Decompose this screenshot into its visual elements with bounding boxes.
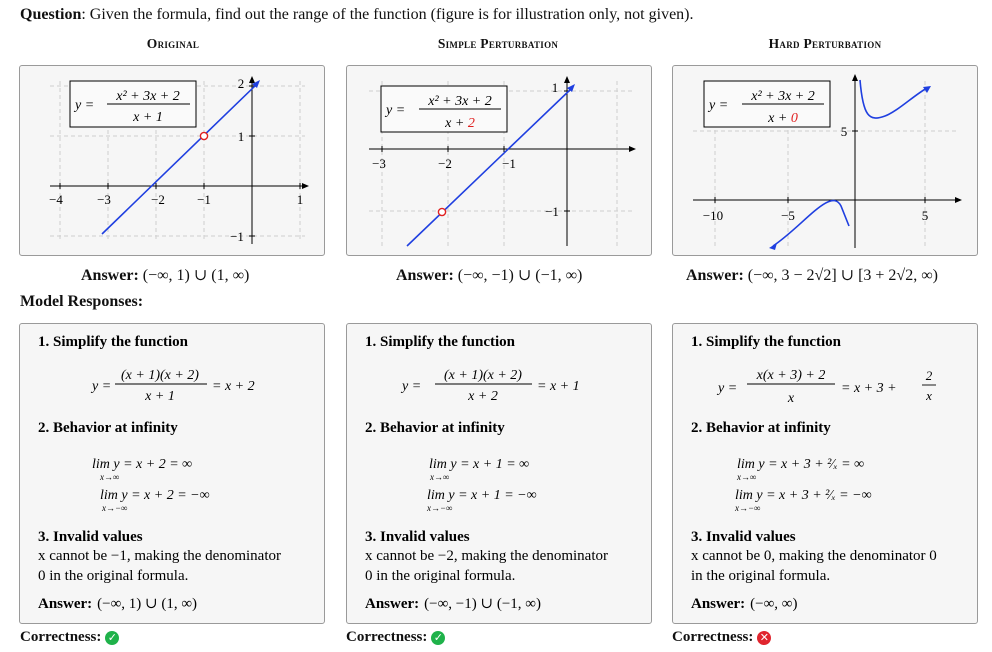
svg-text:0 in the original formula.: 0 in the original formula.: [365, 568, 516, 584]
correctness-simple: Correctness: ✓: [346, 629, 445, 646]
y-tick: 5: [840, 124, 848, 139]
curve-right-branch: [860, 80, 927, 118]
question-label: Question: [20, 6, 82, 23]
formula-box: [70, 81, 196, 127]
svg-text:x→∞: x→∞: [430, 472, 450, 482]
svg-text:x(x + 3) + 2: x(x + 3) + 2: [756, 368, 826, 383]
svg-text:= x + 2: = x + 2: [212, 379, 255, 394]
svg-text:x→−∞: x→−∞: [102, 503, 128, 513]
svg-text:y =: y =: [718, 381, 738, 396]
cross-icon: ✕: [757, 631, 771, 645]
correctness-original: Correctness: ✓: [20, 629, 119, 646]
x-tick: −3: [372, 156, 386, 171]
svg-text:x cannot be 0, making the deno: x cannot be 0, making the denominator 0: [691, 548, 937, 564]
step-heading: 2. Behavior at infinity: [365, 420, 505, 436]
answer-original: Answer: (−∞, 1) ∪ (1, ∞): [81, 267, 250, 284]
answer-simple: Answer: (−∞, −1) ∪ (−1, ∞): [396, 267, 583, 284]
svg-text:x: x: [787, 391, 795, 406]
x-tick: −2: [151, 192, 165, 207]
response-simple: [346, 323, 652, 624]
x-tick: −1: [502, 156, 516, 171]
x-tick: −10: [702, 208, 724, 223]
x-tick: −5: [781, 208, 795, 223]
step-heading: 3. Invalid values: [38, 529, 143, 545]
svg-text:x→∞: x→∞: [100, 472, 120, 482]
svg-text:Answer:(−∞, −1) ∪ (−1, ∞): Answer: (−∞, −1) ∪ (−1, ∞): [365, 596, 541, 612]
answer-hard: Answer: (−∞, 3 − 2√2] ∪ [3 + 2√2, ∞): [686, 267, 938, 284]
step-heading: 2. Behavior at infinity: [38, 420, 178, 436]
svg-text:Answer:(−∞, 1) ∪ (1, ∞): Answer: (−∞, 1) ∪ (1, ∞): [38, 596, 198, 612]
svg-text:0 in the original formula.: 0 in the original formula.: [38, 568, 189, 584]
step-heading: 1. Simplify the function: [38, 334, 189, 350]
svg-text:x + 0: x + 0: [768, 111, 798, 126]
svg-text:= x + 1: = x + 1: [537, 379, 580, 394]
formula-box: [381, 86, 507, 132]
svg-text:in the original formula.: in the original formula.: [691, 568, 831, 584]
correctness-hard: Correctness: ✕: [672, 629, 771, 646]
step-heading: 2. Behavior at infinity: [691, 420, 831, 436]
svg-text:lim y = x + 2 = ∞: lim y = x + 2 = ∞: [92, 457, 193, 472]
svg-text:x + 1: x + 1: [133, 110, 163, 125]
step-heading: 3. Invalid values: [691, 529, 796, 545]
x-tick: 1: [296, 192, 304, 207]
svg-text:y =: y =: [709, 98, 729, 113]
question: Question: Given the formula, find out the range of the function (figure is for illustration only, not given).: [20, 6, 694, 23]
y-tick: −1: [230, 229, 244, 244]
x-tick: −2: [438, 156, 452, 171]
col-title-original: Original: [146, 36, 200, 51]
svg-text:Answer:(−∞, ∞): Answer: (−∞, ∞): [691, 596, 798, 612]
plot-hard: [672, 65, 978, 256]
step-heading: 3. Invalid values: [365, 529, 470, 545]
svg-text:2: 2: [925, 368, 933, 383]
svg-text:x cannot be −2, making the den: x cannot be −2, making the denominator: [365, 548, 608, 564]
svg-text:x + 1: x + 1: [145, 389, 175, 404]
svg-text:x→−∞: x→−∞: [735, 503, 761, 513]
svg-text:lim y = x + 2 = −∞: lim y = x + 2 = −∞: [100, 488, 210, 503]
svg-text:lim y = x + 3 + ²⁄ₓ = ∞: lim y = x + 3 + ²⁄ₓ = ∞: [737, 457, 865, 472]
svg-text:x + 2: x + 2: [468, 389, 498, 404]
svg-text:y =: y =: [92, 379, 112, 394]
svg-text:x² + 3x + 2: x² + 3x + 2: [751, 89, 815, 104]
svg-text:y =: y =: [402, 379, 422, 394]
plot-simple: [346, 65, 652, 256]
formula-box: [704, 81, 830, 127]
x-tick: −3: [97, 192, 111, 207]
question-text: Given the formula, find out the range of the function (figure is for illustration only, not given).: [89, 6, 694, 23]
col-title-simple: Simple Perturbation: [437, 36, 559, 51]
svg-text:lim y = x + 1 = −∞: lim y = x + 1 = −∞: [427, 488, 537, 503]
svg-text:x cannot be −1, making the den: x cannot be −1, making the denominator: [38, 548, 281, 564]
col-title-hard: Hard Perturbation: [768, 36, 882, 51]
check-icon: ✓: [431, 631, 445, 645]
svg-text:x² + 3x + 2: x² + 3x + 2: [428, 94, 492, 109]
svg-text:(x + 1)(x + 2): (x + 1)(x + 2): [121, 368, 199, 383]
svg-text:x→−∞: x→−∞: [427, 503, 453, 513]
y-tick: 1: [551, 80, 559, 95]
check-icon: ✓: [105, 631, 119, 645]
step-heading: 1. Simplify the function: [365, 334, 516, 350]
x-tick: 5: [921, 208, 929, 223]
plot-original: [19, 65, 325, 256]
svg-text:x→∞: x→∞: [737, 472, 757, 482]
svg-text:y =: y =: [75, 98, 95, 113]
hole-marker: [438, 208, 445, 215]
svg-text:x² + 3x + 2: x² + 3x + 2: [116, 89, 180, 104]
hole-marker: [200, 132, 207, 139]
svg-text:lim y = x + 3 + ²⁄ₓ = −∞: lim y = x + 3 + ²⁄ₓ = −∞: [735, 488, 872, 503]
svg-text:x + 2: x + 2: [445, 116, 475, 131]
svg-text:x: x: [926, 388, 932, 403]
response-hard: [672, 323, 978, 624]
svg-text:(x + 1)(x + 2): (x + 1)(x + 2): [444, 368, 522, 383]
response-original: [19, 323, 325, 624]
step-heading: 1. Simplify the function: [691, 334, 842, 350]
y-tick: −1: [545, 204, 559, 219]
y-tick: 2: [237, 76, 245, 91]
y-tick: 1: [237, 129, 245, 144]
x-tick: −4: [49, 192, 63, 207]
svg-text:y =: y =: [386, 103, 406, 118]
svg-text:= x + 3 +: = x + 3 +: [841, 381, 897, 396]
svg-text:lim y = x + 1 = ∞: lim y = x + 1 = ∞: [429, 457, 530, 472]
model-responses-heading: Model Responses:: [20, 293, 144, 310]
x-tick: −1: [197, 192, 211, 207]
